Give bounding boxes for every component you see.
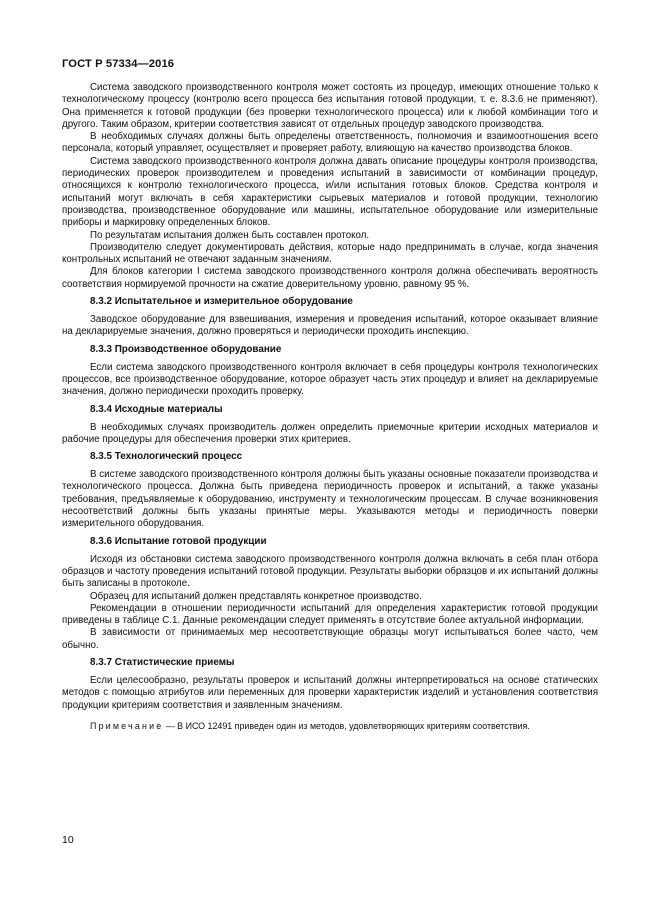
paragraph: В необходимых случаях производитель должен определить приемочные критерии исходных материалов и рабочие процедуры для обеспечения проверки этих критериев. <box>62 421 598 445</box>
paragraph: Система заводского производственного контроля должна давать описание процедуры контроля производства, периодических проверок производителем и проведения испытаний в зависимости от комбинации процедур, относящихся к контролю технологического процесса, и/или испытания готовых блоков. Средства контроля и испытаний могут включать в себя характеристики сырьевых материалов и готовой продукции, технологию производства, производственное оборудование или машины, испытательное оборудование или измерительные приборы и маркировку определенных блоков. <box>62 155 598 229</box>
paragraph: Исходя из обстановки система заводского производственного контроля должна включать в себя план отбора образцов и частоту проведения испытаний готовой продукции. Результаты выборки образцов и их испытаний должны быть записаны в протоколе. <box>62 553 598 590</box>
section-heading: 8.3.2 Испытательное и измерительное оборудование <box>90 296 353 308</box>
paragraph: Рекомендации в отношении периодичности испытаний для определения характеристик готовой продукции приведены в таблице С.1. Данные рекомендации следует применять в отсутствие более актуальной информации. <box>62 602 598 627</box>
paragraph: В системе заводского производственного контроля должны быть указаны основные показатели производства и технологического процесса. Должна быть приведена периодичность проверок и испытаний, а также указаны требования, предъявляемые к оборудованию, инструменту и технологическим процессам. В случае возникновения несоответствий должны быть указаны принятые меры. Указываются методы и периодичность поверки измерительного оборудования. <box>62 469 598 530</box>
document-body <box>62 82 598 732</box>
paragraph: Если система заводского производственного контроля включает в себя процедуры контроля технологических процессов, все производственное оборудование, которое образует часть этих процедур и влияет на декларируемые значения, должно периодически проходить проверку. <box>62 361 598 398</box>
section-heading: 8.3.3 Производственное оборудование <box>90 343 282 355</box>
section-heading: 8.3.5 Технологический процесс <box>90 451 243 463</box>
paragraph: В зависимости от принимаемых мер несоответствующие образцы могут испытываться более часто, чем обычно. <box>62 627 598 651</box>
section-heading: 8.3.4 Исходные материалы <box>90 403 223 415</box>
standard-header: ГОСТ Р 57334—2016 <box>62 58 175 70</box>
page-number: 10 <box>62 834 74 846</box>
note <box>62 720 598 732</box>
paragraph: В необходимых случаях должны быть определены ответственность, полномочия и взаимоотношения всего персонала, который управляет, осуществляет и проверяет работу, влияющую на качество производства блоков. <box>62 131 598 155</box>
note-text: — В ИСО 12491 приведен один из методов, удовлетворяющих критериям соответствия. <box>165 720 530 731</box>
note-label: Примечание <box>90 720 164 731</box>
section-heading: 8.3.6 Испытание готовой продукции <box>90 535 267 547</box>
paragraph: Заводское оборудование для взвешивания, измерения и проведения испытаний, которое оказывает влияние на декларируемые значения, должно проверяться и периодически проходить инспекцию. <box>62 314 598 338</box>
paragraph: Система заводского производственного контроля может состоять из процедур, имеющих отношение только к технологическому процессу (контролю всего процесса без испытания готовой продукции, т. е. 8.3.6 не применяют). Она применяется к готовой продукции (без проверки технологического процесса) или к любой комбинации того и другого. Таким образом, критерии соответствия зависят от отдельных процедур заводского производства. <box>62 82 598 130</box>
paragraph: Для блоков категории I система заводского производственного контроля должна обеспечивать вероятность соответствия нормируемой прочности на сжатие доверительному уровню, равному 95 %. <box>62 266 598 290</box>
paragraph: Производителю следует документировать действия, которые надо предпринимать в случае, когда значения контрольных испытаний не отвечают заданным значениям. <box>62 241 598 266</box>
paragraph: Образец для испытаний должен представлять конкретное производство. <box>90 590 422 602</box>
paragraph: Если целесообразно, результаты проверок и испытаний должны интерпретироваться на основе статических методов с помощью атрибутов или переменных для проверки характеристик изделий и установления соответствия продукции критериям соответствия и заявленным значениям. <box>62 674 598 711</box>
paragraph: По результатам испытания должен быть составлен протокол. <box>90 229 370 241</box>
section-heading: 8.3.7 Статистические приемы <box>90 656 235 668</box>
